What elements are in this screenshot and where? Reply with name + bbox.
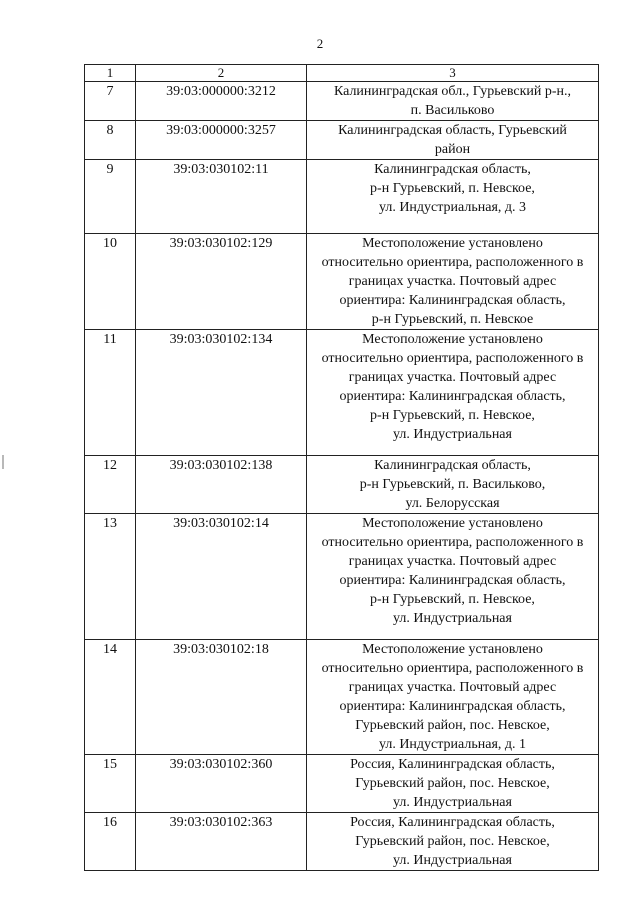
address-line: ул. Индустриальная — [393, 853, 512, 868]
location-address — [307, 121, 599, 160]
address-line: ул. Индустриальная — [393, 795, 512, 810]
parcel-table — [84, 64, 599, 871]
address-line: р-н Гурьевский, п. Невское, — [370, 592, 535, 607]
address-line: ориентира: Калининградская область, — [339, 293, 566, 308]
address-line: границах участка. Почтовый адрес — [348, 680, 557, 695]
address-line: р-н Гурьевский, п. Невское — [371, 312, 534, 327]
table-row — [85, 456, 599, 514]
address-line: р-н Гурьевский, п. Васильково, — [359, 477, 546, 492]
address-line: границах участка. Почтовый адрес — [348, 274, 557, 289]
address-line: п. Васильково — [410, 103, 495, 118]
address-line: Россия, Калининградская область, — [350, 757, 555, 772]
cadastral-number: 39:03:030102:138 — [136, 456, 307, 514]
address-line: Местоположение установлено — [362, 642, 543, 657]
row-number: 13 — [85, 514, 136, 640]
row-number: 14 — [85, 640, 136, 755]
scan-mark — [2, 455, 4, 469]
table-row — [85, 121, 599, 160]
location-address — [307, 160, 599, 234]
address-line: границах участка. Почтовый адрес — [348, 554, 557, 569]
table-row — [85, 160, 599, 234]
table-header-row — [85, 65, 599, 82]
location-address — [307, 755, 599, 813]
row-number: 9 — [85, 160, 136, 234]
address-line: ул. Белорусская — [405, 496, 500, 511]
address-line: ориентира: Калининградская область, — [339, 699, 566, 714]
cadastral-number: 39:03:030102:11 — [136, 160, 307, 234]
table-row — [85, 514, 599, 640]
row-number: 12 — [85, 456, 136, 514]
column-header-address: 3 — [307, 65, 599, 82]
location-address — [307, 330, 599, 456]
table-row — [85, 640, 599, 755]
location-address — [307, 456, 599, 514]
address-line: относительно ориентира, расположенного в — [321, 255, 584, 270]
location-address — [307, 82, 599, 121]
address-line: ул. Индустриальная, д. 3 — [378, 200, 527, 215]
column-header-number: 1 — [85, 65, 136, 82]
table-row — [85, 82, 599, 121]
cadastral-number: 39:03:000000:3257 — [136, 121, 307, 160]
address-line: относительно ориентира, расположенного в — [321, 661, 584, 676]
row-number: 7 — [85, 82, 136, 121]
address-line: Местоположение установлено — [362, 516, 543, 531]
address-line: Местоположение установлено — [362, 236, 543, 251]
table-row — [85, 813, 599, 871]
cadastral-number: 39:03:030102:360 — [136, 755, 307, 813]
address-line: р-н Гурьевский, п. Невское, — [370, 181, 535, 196]
address-line: относительно ориентира, расположенного в — [321, 351, 584, 366]
row-number: 8 — [85, 121, 136, 160]
cadastral-number: 39:03:030102:363 — [136, 813, 307, 871]
column-header-cadastral: 2 — [136, 65, 307, 82]
address-line: р-н Гурьевский, п. Невское, — [370, 408, 535, 423]
cadastral-number: 39:03:030102:134 — [136, 330, 307, 456]
table-body — [85, 82, 599, 871]
address-line: Калининградская область, — [374, 162, 531, 177]
address-line: Гурьевский район, пос. Невское, — [355, 776, 550, 791]
table-row — [85, 755, 599, 813]
address-line: Россия, Калининградская область, — [350, 815, 555, 830]
table-row — [85, 234, 599, 330]
cadastral-number: 39:03:000000:3212 — [136, 82, 307, 121]
location-address — [307, 813, 599, 871]
row-number: 10 — [85, 234, 136, 330]
address-line: ул. Индустриальная — [393, 427, 512, 442]
cadastral-number: 39:03:030102:14 — [136, 514, 307, 640]
address-line: ориентира: Калининградская область, — [339, 573, 566, 588]
address-line: ул. Индустриальная — [393, 611, 512, 626]
address-line: Калининградская обл., Гурьевский р-н., — [333, 84, 572, 99]
address-line: ориентира: Калининградская область, — [339, 389, 566, 404]
page-number: 2 — [316, 36, 324, 51]
address-line: район — [434, 142, 471, 157]
row-number: 15 — [85, 755, 136, 813]
address-line: Калининградская область, Гурьевский — [338, 123, 567, 138]
location-address — [307, 234, 599, 330]
address-line: Гурьевский район, пос. Невское, — [355, 718, 550, 733]
cadastral-number: 39:03:030102:18 — [136, 640, 307, 755]
address-line: Гурьевский район, пос. Невское, — [355, 834, 550, 849]
row-number: 11 — [85, 330, 136, 456]
address-line: относительно ориентира, расположенного в — [321, 535, 584, 550]
address-line: Калининградская область, — [374, 458, 531, 473]
address-line: Местоположение установлено — [362, 332, 543, 347]
table-row — [85, 330, 599, 456]
address-line: границах участка. Почтовый адрес — [348, 370, 557, 385]
row-number: 16 — [85, 813, 136, 871]
cadastral-number: 39:03:030102:129 — [136, 234, 307, 330]
location-address — [307, 514, 599, 640]
location-address — [307, 640, 599, 755]
address-line: ул. Индустриальная, д. 1 — [378, 737, 527, 752]
